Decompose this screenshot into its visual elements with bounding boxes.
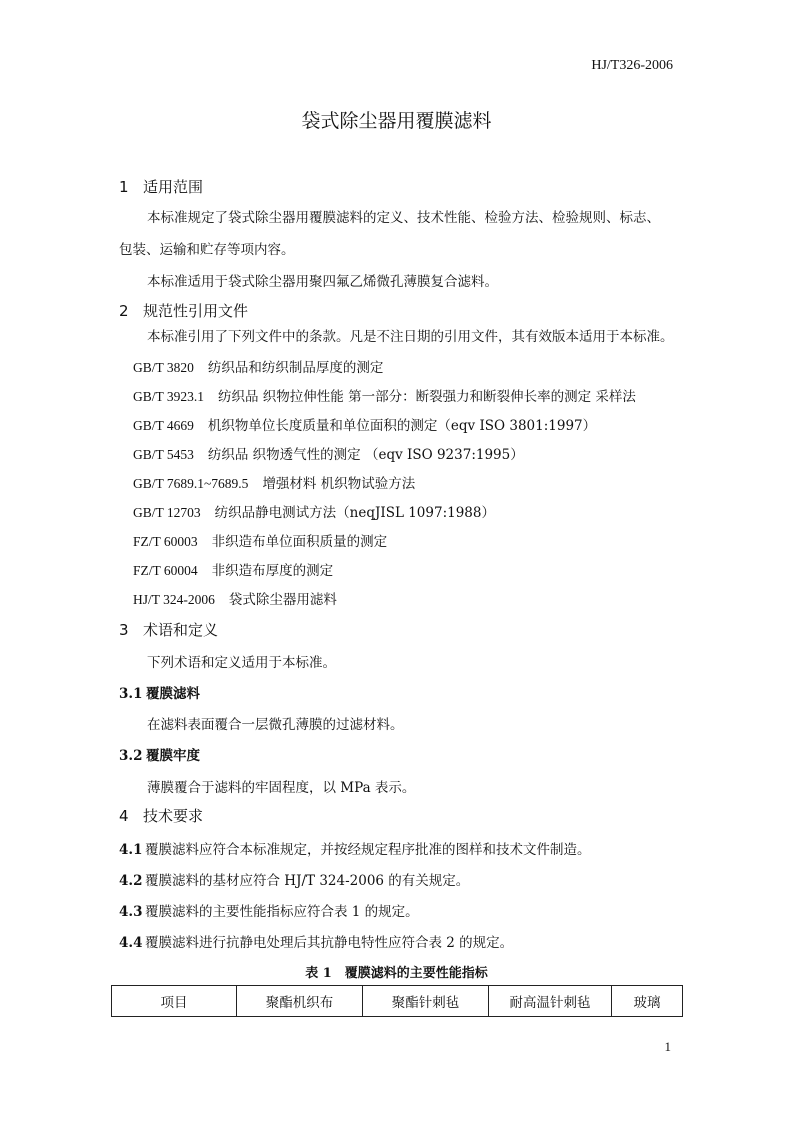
section-number: 1 bbox=[119, 178, 129, 196]
section-number: 3 bbox=[119, 621, 129, 639]
section-3-heading bbox=[119, 619, 218, 640]
requirement-item bbox=[119, 931, 513, 951]
reference-name: 纺织品 织物拉伸性能 第一部分：断裂强力和断裂伸长率的测定 采样法 bbox=[218, 389, 636, 405]
reference-item bbox=[133, 356, 383, 376]
reference-name: 非织造布厚度的测定 bbox=[211, 563, 334, 579]
reference-name: 纺织品和纺织制品厚度的测定 bbox=[207, 360, 384, 376]
reference-item bbox=[133, 443, 524, 463]
reference-code: GB/T 4669 bbox=[133, 418, 194, 433]
reference-code: FZ/T 60003 bbox=[133, 534, 198, 549]
paragraph: 下列术语和定义适用于本标准。 bbox=[147, 655, 336, 671]
requirement-text: 覆膜滤料的基材应符合 HJ/T 324-2006 的有关规定。 bbox=[145, 873, 470, 889]
term-3-2-heading bbox=[119, 744, 200, 764]
requirement-text: 覆膜滤料的主要性能指标应符合表 1 的规定。 bbox=[145, 904, 419, 920]
section-1-heading bbox=[119, 176, 203, 197]
reference-name: 非织造布单位面积质量的测定 bbox=[211, 534, 388, 550]
section-title: 术语和定义 bbox=[143, 621, 219, 639]
requirement-number: 4.4 bbox=[119, 935, 143, 951]
table-header-cell: 玻璃 bbox=[612, 986, 683, 1017]
term-number: 3.2 bbox=[119, 748, 143, 764]
section-number: 4 bbox=[119, 807, 129, 825]
section-title: 技术要求 bbox=[143, 807, 204, 825]
page-number: 1 bbox=[664, 1039, 671, 1054]
requirement-item bbox=[119, 869, 469, 889]
reference-item bbox=[133, 530, 387, 550]
paragraph: 本标准适用于袋式除尘器用聚四氟乙烯微孔薄膜复合滤料。 bbox=[147, 274, 498, 290]
reference-code: GB/T 5453 bbox=[133, 447, 194, 462]
paragraph: 在滤料表面覆合一层微孔薄膜的过滤材料。 bbox=[147, 717, 404, 733]
term-title: 覆膜滤料 bbox=[146, 686, 200, 702]
table-header-row bbox=[112, 986, 683, 1017]
requirement-number: 4.3 bbox=[119, 904, 143, 920]
table-header-cell: 项目 bbox=[112, 986, 237, 1017]
requirement-text: 覆膜滤料进行抗静电处理后其抗静电特性应符合表 2 的规定。 bbox=[145, 935, 514, 951]
standard-code: HJ/T326-2006 bbox=[591, 58, 673, 73]
reference-item bbox=[133, 501, 495, 521]
reference-name: 纺织品静电测试方法（neqJISL 1097:1988） bbox=[214, 505, 495, 521]
requirement-item bbox=[119, 900, 419, 920]
requirement-number: 4.1 bbox=[119, 842, 143, 858]
reference-code: HJ/T 324-2006 bbox=[133, 592, 215, 607]
reference-item bbox=[133, 588, 337, 608]
reference-item bbox=[133, 559, 333, 579]
reference-name: 增强材料 机织物试验方法 bbox=[262, 476, 416, 492]
term-number: 3.1 bbox=[119, 686, 143, 702]
reference-name: 袋式除尘器用滤料 bbox=[228, 592, 337, 608]
reference-item bbox=[133, 385, 636, 405]
table-header-cell: 耐高温针刺毡 bbox=[489, 986, 612, 1017]
section-2-heading bbox=[119, 300, 248, 321]
term-3-1-heading bbox=[119, 682, 200, 702]
term-title: 覆膜牢度 bbox=[146, 748, 200, 764]
paragraph: 薄膜覆合于滤料的牢固程度，以 MPa 表示。 bbox=[147, 780, 416, 796]
table-header-cell: 聚酯机织布 bbox=[237, 986, 363, 1017]
section-title: 适用范围 bbox=[143, 178, 204, 196]
document-title: 袋式除尘器用覆膜滤料 bbox=[301, 110, 492, 132]
spec-table bbox=[111, 985, 683, 1017]
reference-code: GB/T 3923.1 bbox=[133, 389, 205, 404]
reference-name: 机织物单位长度质量和单位面积的测定（eqv ISO 3801:1997） bbox=[207, 418, 597, 434]
reference-code: FZ/T 60004 bbox=[133, 563, 198, 578]
reference-code: GB/T 12703 bbox=[133, 505, 201, 520]
section-title: 规范性引用文件 bbox=[143, 302, 249, 320]
requirement-number: 4.2 bbox=[119, 873, 143, 889]
paragraph: 包装、运输和贮存等项内容。 bbox=[119, 242, 295, 258]
reference-code: GB/T 7689.1~7689.5 bbox=[133, 476, 249, 491]
requirement-text: 覆膜滤料应符合本标准规定，并按经规定程序批准的图样和技术文件制造。 bbox=[145, 842, 591, 858]
table-caption: 表 1 覆膜滤料的主要性能指标 bbox=[305, 966, 488, 981]
table-header-cell: 聚酯针刺毡 bbox=[363, 986, 489, 1017]
section-4-heading bbox=[119, 805, 203, 826]
paragraph: 本标准规定了袋式除尘器用覆膜滤料的定义、技术性能、检验方法、检验规则、标志、 bbox=[147, 210, 660, 226]
reference-item bbox=[133, 472, 415, 492]
requirement-item bbox=[119, 838, 591, 858]
reference-name: 纺织品 织物透气性的测定 （eqv ISO 9237:1995） bbox=[207, 447, 524, 463]
reference-code: GB/T 3820 bbox=[133, 360, 194, 375]
section-number: 2 bbox=[119, 302, 129, 320]
paragraph: 本标准引用了下列文件中的条款。凡是不注日期的引用文件，其有效版本适用于本标准。 bbox=[147, 329, 674, 345]
reference-item bbox=[133, 414, 596, 434]
